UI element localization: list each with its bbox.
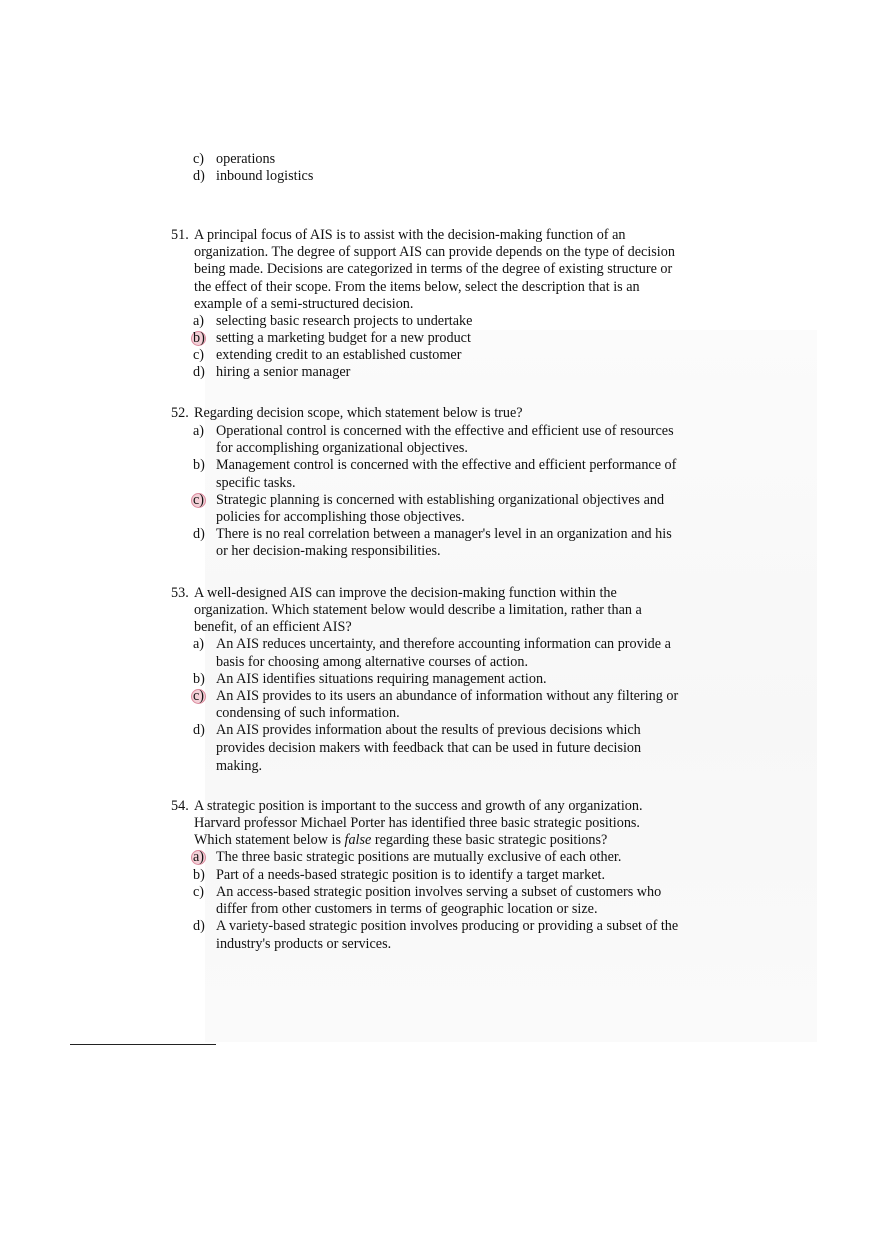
q54-stem-emphasis: false (344, 832, 372, 848)
option-letter: a) (193, 423, 205, 439)
option-letter: d) (193, 526, 205, 542)
answer-mark-circle (193, 492, 204, 509)
q53-stem-line: A well-designed AIS can improve the decision-making function within the (194, 585, 617, 601)
answer-mark-circle (193, 688, 204, 705)
option-text: basis for choosing among alternative courses of action. (216, 654, 529, 670)
option-text: selecting basic research projects to undertake (216, 313, 473, 329)
option-letter: b) (193, 330, 205, 346)
option-letter: d) (193, 168, 205, 184)
option-letter: c) (193, 884, 205, 900)
option-text: hiring a senior manager (216, 364, 351, 380)
option-text: Strategic planning is concerned with establishing organizational objectives and (216, 492, 665, 508)
option-text: condensing of such information. (216, 705, 400, 721)
answer-mark-circle (193, 849, 204, 866)
footnote-divider (70, 1044, 216, 1045)
option-text: Operational control is concerned with the effective and efficient use of resources (216, 423, 674, 439)
option-letter: c) (193, 492, 205, 508)
option-text: The three basic strategic positions are mutually exclusive of each other. (216, 849, 622, 865)
option-text: An AIS provides information about the results of previous decisions which (216, 722, 641, 738)
option-text: A variety-based strategic position involves producing or providing a subset of the (216, 918, 679, 934)
option-text: operations (216, 151, 276, 167)
q54-stem-text: regarding these basic strategic positions? (371, 832, 608, 848)
q53-stem-line: benefit, of an efficient AIS? (194, 619, 352, 635)
option-text: policies for accomplishing those objectives. (216, 509, 465, 525)
option-text: An AIS identifies situations requiring management action. (216, 671, 547, 687)
q51-stem-line: example of a semi-structured decision. (194, 296, 414, 312)
option-text: extending credit to an established customer (216, 347, 462, 363)
option-text: An AIS provides to its users an abundance of information without any filtering or (216, 688, 679, 704)
option-letter: b) (193, 867, 205, 883)
option-text: An access-based strategic position involves serving a subset of customers who (216, 884, 662, 900)
option-text: There is no real correlation between a manager's level in an organization and his (216, 526, 672, 542)
option-text: making. (216, 758, 263, 774)
option-text: or her decision-making responsibilities. (216, 543, 441, 559)
q52-stem-line: Regarding decision scope, which statement below is true? (194, 405, 523, 421)
q54-stem-text: Which statement below is (194, 832, 345, 848)
option-letter: a) (193, 636, 205, 652)
option-letter: c) (193, 688, 205, 704)
q54-stem-line-3 (194, 832, 607, 849)
question-number-51: 51. (171, 227, 189, 243)
option-letter: d) (193, 722, 205, 738)
option-text: Part of a needs-based strategic position is to identify a target market. (216, 867, 605, 883)
option-text: setting a marketing budget for a new product (216, 330, 471, 346)
option-text: inbound logistics (216, 168, 314, 184)
q51-stem-line: being made. Decisions are categorized in terms of the degree of existing structure or (194, 261, 673, 277)
option-text: An AIS reduces uncertainty, and therefore accounting information can provide a (216, 636, 671, 652)
question-number-54: 54. (171, 798, 189, 814)
option-letter: c) (193, 347, 205, 363)
option-text: for accomplishing organizational objectives. (216, 440, 468, 456)
q54-stem-line: A strategic position is important to the success and growth of any organization. (194, 798, 643, 814)
option-letter: b) (193, 457, 205, 473)
option-text: industry's products or services. (216, 936, 392, 952)
option-letter: b) (193, 671, 205, 687)
option-letter: a) (193, 313, 205, 329)
option-text: specific tasks. (216, 475, 296, 491)
option-letter: a) (193, 849, 205, 865)
answer-mark-circle (193, 330, 205, 347)
question-number-52: 52. (171, 405, 189, 421)
q51-stem-line: the effect of their scope. From the items below, select the description that is an (194, 279, 640, 295)
question-number-53: 53. (171, 585, 189, 601)
option-letter: d) (193, 918, 205, 934)
q51-stem-line: organization. The degree of support AIS can provide depends on the type of decision (194, 244, 675, 260)
q54-stem-line: Harvard professor Michael Porter has identified three basic strategic positions. (194, 815, 640, 831)
option-letter: c) (193, 151, 205, 167)
option-letter: d) (193, 364, 205, 380)
q51-stem-line: A principal focus of AIS is to assist with the decision-making function of an (194, 227, 626, 243)
option-text: Management control is concerned with the effective and efficient performance of (216, 457, 677, 473)
q53-stem-line: organization. Which statement below would describe a limitation, rather than a (194, 602, 642, 618)
option-text: differ from other customers in terms of geographic location or size. (216, 901, 598, 917)
option-text: provides decision makers with feedback that can be used in future decision (216, 740, 642, 756)
